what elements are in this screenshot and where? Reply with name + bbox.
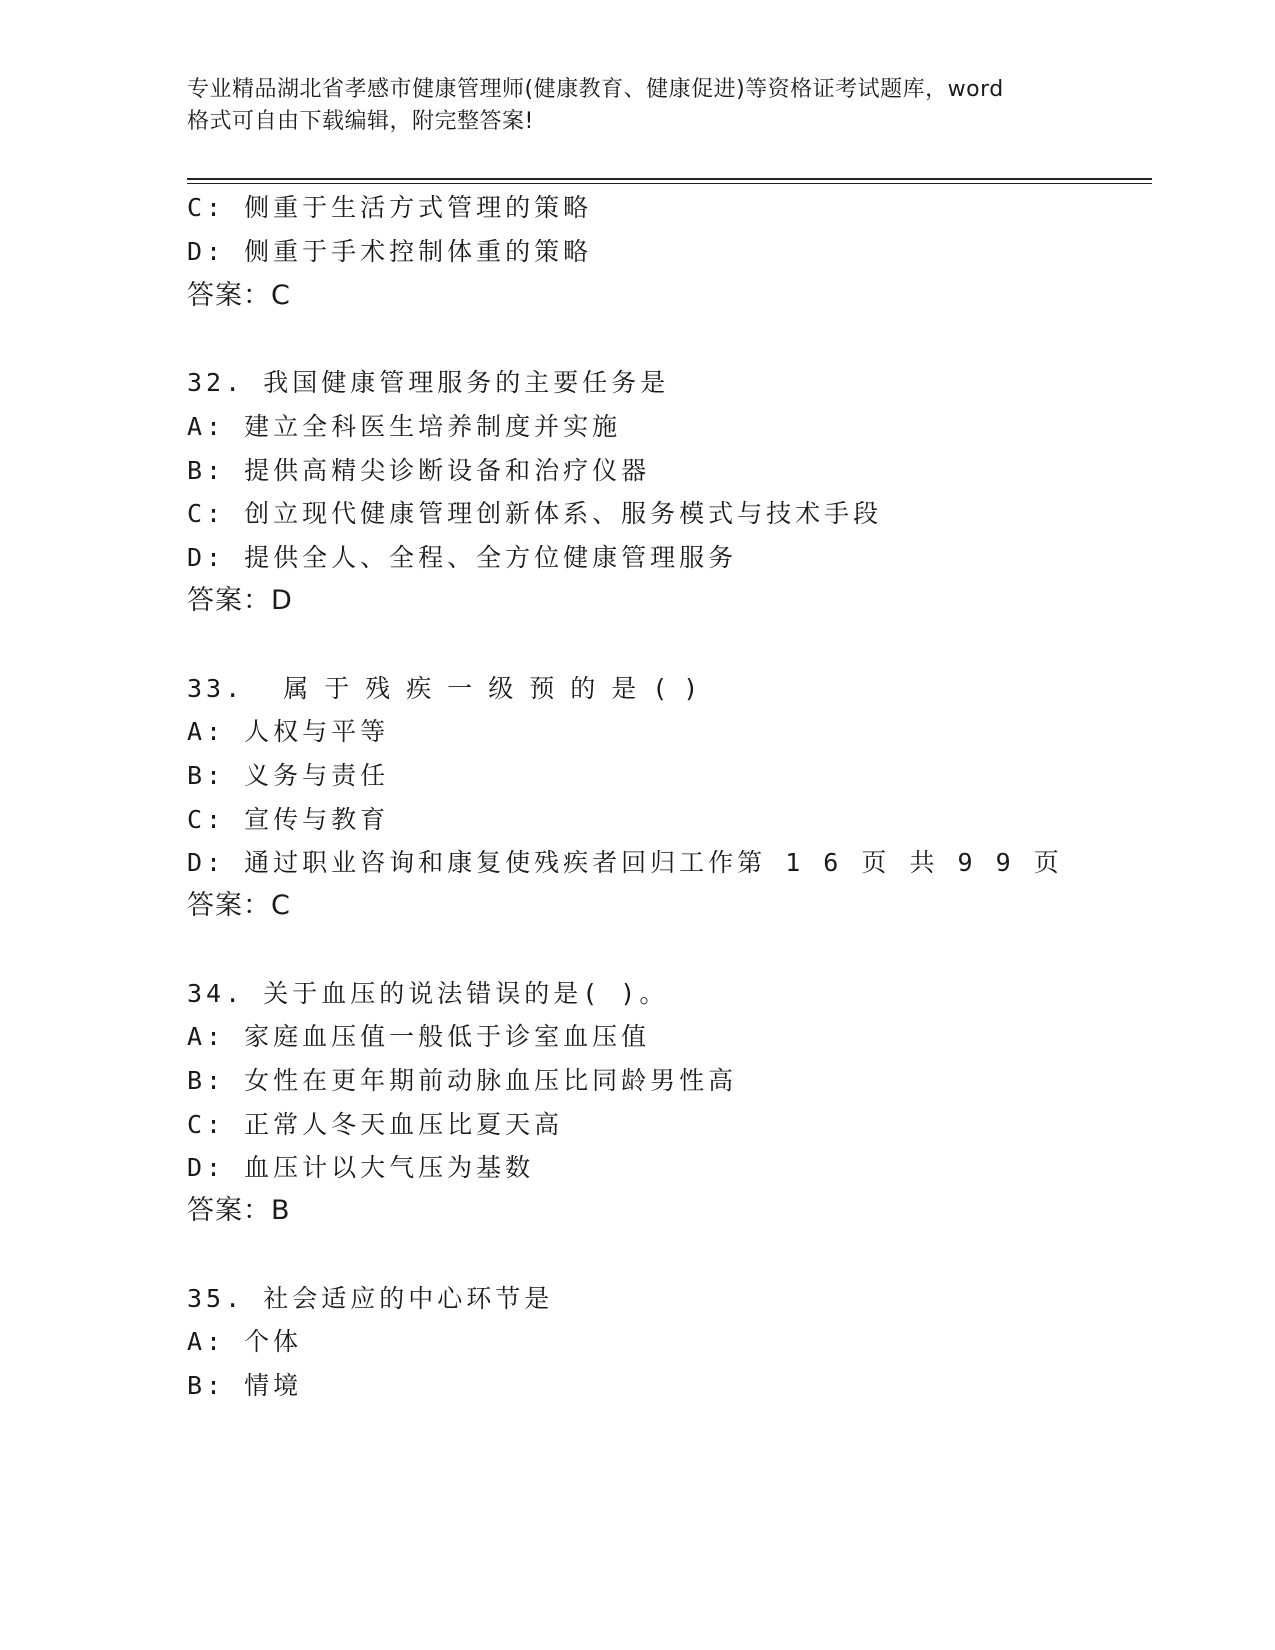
q34-option-b: B: 女性在更年期前动脉血压比同龄男性高 [187,1066,738,1095]
q31-answer: 答案：C [187,280,291,311]
q35-option-b: B: 情境 [187,1371,303,1400]
header-line-1: 专业精品湖北省孝感市健康管理师(健康教育、健康促进)等资格证考试题库，word [187,77,1004,102]
q32-option-c: C: 创立现代健康管理创新体系、服务模式与技术手段 [187,499,883,528]
q31-option-c: C: 侧重于生活方式管理的策略 [187,193,593,222]
q33-option-d: D: 通过职业咨询和康复使残疾者回归工作第 1 6 页 共 9 9 页 [187,848,1063,877]
header-line-2: 格式可自由下载编辑，附完整答案! [187,109,534,134]
q32-stem: 32. 我国健康管理服务的主要任务是 [187,368,670,397]
q33-option-a: A: 人权与平等 [187,717,390,746]
q33-option-c: C: 宣传与教育 [187,805,390,834]
q33-stem [187,674,714,704]
q33-answer: 答案：C [187,890,291,921]
header-rule-thin [187,183,1152,184]
q34-option-c: C: 正常人冬天血压比夏天高 [187,1110,564,1139]
q32-option-d: D: 提供全人、全程、全方位健康管理服务 [187,543,738,572]
q34-option-a: A: 家庭血压值一般低于诊室血压值 [187,1022,651,1051]
q34-option-d: D: 血压计以大气压为基数 [187,1153,535,1182]
document-header [187,74,1087,138]
q33-stem-text: 属于残疾一级预的是() [283,674,715,703]
q33-option-b: B: 义务与责任 [187,761,390,790]
q32-answer: 答案：D [187,585,293,616]
header-rule-thick [187,178,1152,180]
q31-option-d: D: 侧重于手术控制体重的策略 [187,237,593,266]
q33-stem-number: 33. [187,674,245,703]
q32-option-b: B: 提供高精尖诊断设备和治疗仪器 [187,456,651,485]
q34-answer: 答案：B [187,1195,291,1226]
q34-stem: 34. 关于血压的说法错误的是( )。 [187,979,669,1008]
q32-option-a: A: 建立全科医生培养制度并实施 [187,412,622,441]
q35-stem: 35. 社会适应的中心环节是 [187,1284,554,1313]
q35-option-a: A: 个体 [187,1327,303,1356]
